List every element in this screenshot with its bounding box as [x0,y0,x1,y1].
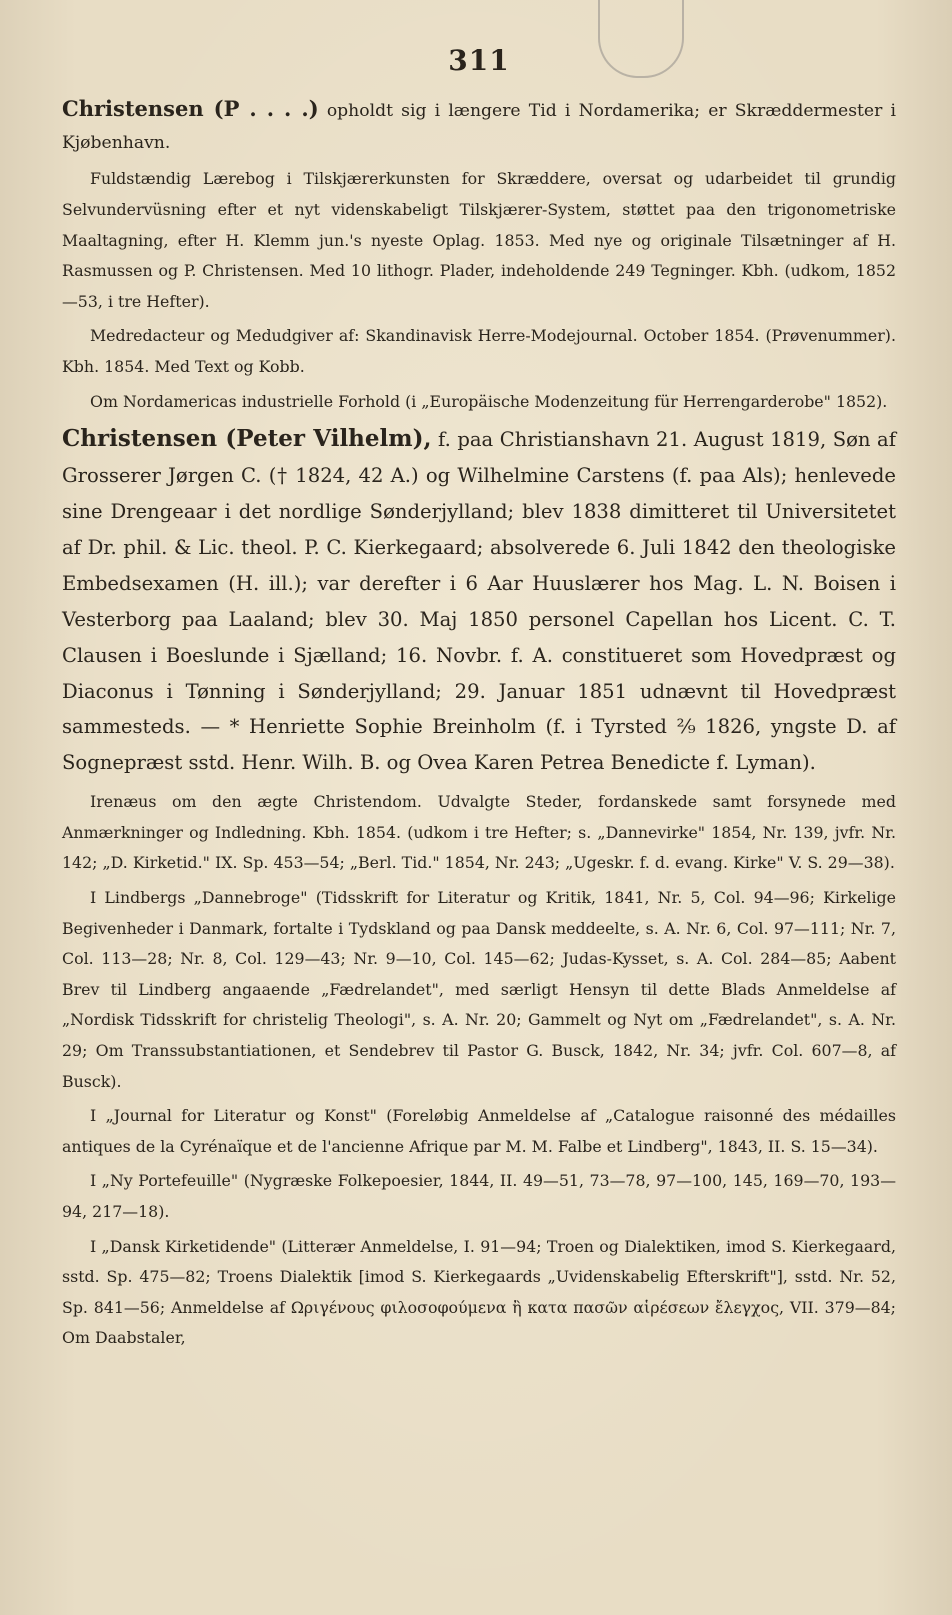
bibliography-item: Medredacteur og Medudgiver af: Skandinavisk Herre-Modejournal. October 1854. (Prøvenummer). Kbh. 1854. Med Text og Kobb. [62,326,896,376]
entry-headword: Christensen (P . . . .) [62,96,319,121]
bibliography-item: Om Nordamericas industrielle Forhold (i „Europäische Modenzeitung für Herrengarderobe" 1852). [90,391,888,411]
entry-biography: f. paa Christianshavn 21. August 1819, Søn af Grosserer Jørgen C. († 1824, 42 A.) og Wilhelmine Carstens (f. paa Als); henlevede sine Drengeaar i det nordlige Sønderjylland; blev 1838 dimitteret til Universitetet af Dr. phil. & Lic. theol. P. C. Kierkegaard; absolverede 6. Juli 1842 den theologiske Embedsexamen (H. ill.); var derefter i 6 Aar Huuslærer hos Mag. L. N. Boisen i Vesterborg paa Laaland; blev 30. Maj 1850 personel Capellan hos Licent. C. T. Clausen i Boeslunde i Sjælland; 16. Novbr. f. A. constitueret som Hovedpræst og Diaconus i Tønning i Sønderjylland; 29. Januar 1851 udnævnt til Hovedpræst sammesteds. — * Henriette Sophie Breinholm (f. i Tyrsted ²⁄₉ 1826, yngste D. af Sognepræst sstd. Henr. Wilh. B. og Ovea Karen Petrea Benedicte f. Lyman). [62,428,896,775]
entry-headword: Christensen (Peter Vilhelm), [62,425,432,453]
entry-biography: opholdt sig i længere Tid i Nordamerika; er Skræddermester i Kjøbenhavn. [62,101,896,154]
bibliography-item: Fuldstændig Lærebog i Tilskjærerkunsten for Skræddere, oversat og udarbeidet til grundig Selvundervüsning efter et nyt videnskabeligt Tilskjærer-System, støttet paa den trigonometriske Maaltagning, efter H. Klemm jun.'s nyeste Oplag. 1853. Med nye og originale Tilsætninger af H. Rasmussen og P. Christensen. Med 10 lithogr. Plader, indeholdende 249 Tegninger. Kbh. (udkom, 1852—53, i tre Hefter). [62,169,896,311]
entry-christensen-peter-vilhelm [62,421,896,781]
bibliography-item: Irenæus om den ægte Christendom. Udvalgte Steder, fordanskede samt forsynede med Anmærkninger og Indledning. Kbh. 1854. (udkom i tre Hefter; s. „Dannevirke" 1854, Nr. 139, jvfr. Nr. 142; „D. Kirketid." IX. Sp. 453—54; „Berl. Tid." 1854, Nr. 243; „Ugeskr. f. d. evang. Kirke" V. S. 29—38). [62,792,896,873]
bibliography-item: I „Journal for Literatur og Konst" (Foreløbig Anmeldelse af „Catalogue raisonné des médailles antiques de la Cyrénaïque et de l'ancienne Afrique par M. M. Falbe et Lindberg", 1843, II. S. 15—34). [62,1106,896,1156]
bibliography-item: I Lindbergs „Dannebroge" (Tidsskrift for Literatur og Kritik, 1841, Nr. 5, Col. 94—96; Kirkelige Begivenheder i Danmark, fortalte i Tydskland og paa Dansk meddeelte, s. A. Nr. 6, Col. 97—111; Nr. 7, Col. 113—28; Nr. 8, Col. 129—43; Nr. 9—10, Col. 145—62; Judas-Kysset, s. A. Col. 284—85; Aabent Brev til Lindberg angaaende „Fædrelandet", med særligt Hensyn til dette Blads Anmeldelse af „Nordisk Tidsskrift for christelig Theologi", s. A. Nr. 20; Gammelt og Nyt om „Fædrelandet", s. A. Nr. 29; Om Transsubstantiationen, et Sendebrev til Pastor G. Busck, 1842, Nr. 34; jvfr. Col. 607—8, af Busck). [62,888,896,1091]
entry-christensen-p [62,93,896,159]
bibliography-item: I „Ny Portefeuille" (Nygræske Folkepoesier, 1844, II. 49—51, 73—78, 97—100, 145, 169—70, 193—94, 217—18). [62,1171,896,1221]
page-number: 311 [448,44,510,77]
bibliography-item: I „Dansk Kirketidende" (Litterær Anmeldelse, I. 91—94; Troen og Dialektiken, imod S. Kierkegaard, sstd. Sp. 475—82; Troens Dialektik [imod S. Kierkegaards „Uvidenskabelig Efterskrift"], sstd. Nr. 52, Sp. 841—56; Anmeldelse af Ωριγένους φιλοσοφούμενα ἢ κατα πασῶν αἱρέσεων ἔλεγχος, VII. 379—84; Om Daabstaler, [62,1236,896,1348]
paper-clip-mark [598,0,684,78]
